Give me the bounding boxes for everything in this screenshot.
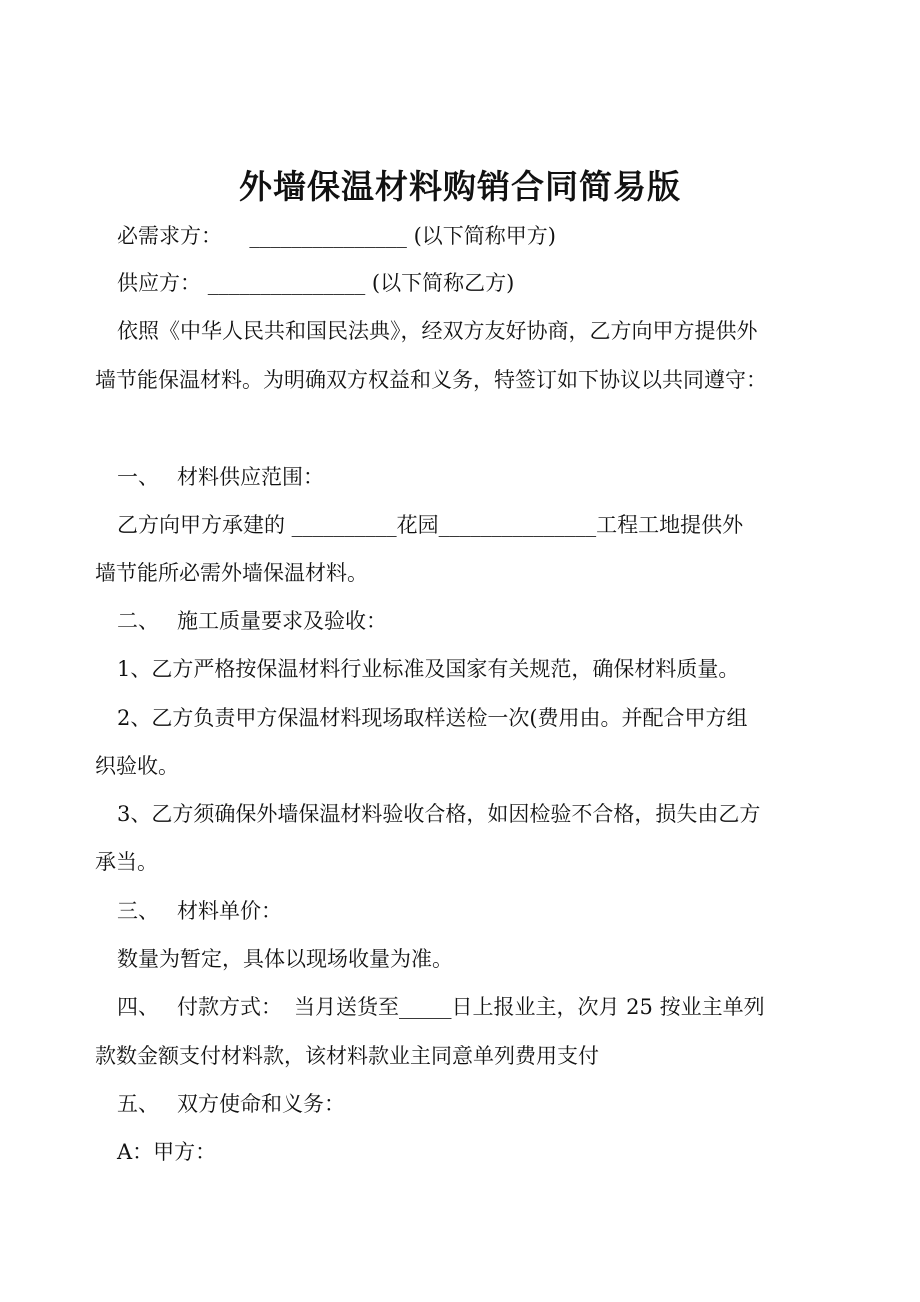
seller-blank: _______________ <box>207 271 366 295</box>
section-2-item-2-line-2: 织验收。 <box>95 754 179 778</box>
section-5-sub-a: A：甲方： <box>117 1140 217 1164</box>
section-5-heading <box>117 1089 830 1119</box>
section-2-item-1: 1、乙方严格按保温材料行业标准及国家有关规范，确保材料质量。 <box>117 657 740 681</box>
section-4-heading <box>117 992 830 1022</box>
section-4-number: 四、 <box>117 995 159 1019</box>
section-3-line-1: 数量为暂定，具体以现场收量为准。 <box>117 947 453 971</box>
section-5-title: 双方使命和义务： <box>177 1092 345 1116</box>
seller-line <box>117 268 830 298</box>
seller-label: 供应方： <box>117 271 201 295</box>
section-2-item-3-line-2: 承当。 <box>95 850 158 874</box>
section-5-number: 五、 <box>117 1092 159 1116</box>
buyer-label: 必需求方： <box>117 224 222 248</box>
section-1-line-1: 乙方向甲方承建的 __________花园_______________工程工地提供外 <box>117 513 744 537</box>
buyer-blank: _______________ <box>249 224 407 248</box>
section-2-heading <box>117 606 830 636</box>
section-2-item-2-line-1: 2、乙方负责甲方保温材料现场取样送检一次(费用由。并配合甲方组 <box>117 706 748 730</box>
section-1-heading <box>117 462 830 492</box>
document-title: 外墙保温材料购销合同简易版 <box>239 167 681 206</box>
section-3-heading <box>117 896 830 926</box>
section-4-line-2: 款数金额支付材料款，该材料款业主同意单列费用支付 <box>95 1044 599 1068</box>
section-1-title: 材料供应范围： <box>177 465 324 489</box>
section-3-number: 三、 <box>117 899 159 923</box>
section-4-title: 付款方式： <box>177 995 282 1019</box>
buyer-line <box>117 221 830 251</box>
section-3-title: 材料单价： <box>177 899 282 923</box>
section-1-number: 一、 <box>117 465 159 489</box>
intro-line-1: 依照《中华人民共和国民法典》，经双方友好协商，乙方向甲方提供外 <box>117 319 758 343</box>
seller-suffix: (以下简称乙方) <box>371 271 515 295</box>
intro-line-2: 墙节能保温材料。为明确双方权益和义务，特签订如下协议以共同遵守： <box>95 368 767 392</box>
section-2-title: 施工质量要求及验收： <box>177 609 387 633</box>
section-1-line-2: 墙节能所必需外墙保温材料。 <box>95 561 368 585</box>
buyer-suffix: (以下简称甲方) <box>413 224 556 248</box>
section-4-line-1: 当月送货至_____日上报业主，次月 25 按业主单列 <box>294 995 765 1019</box>
section-2-item-3-line-1: 3、乙方须确保外墙保温材料验收合格，如因检验不合格，损失由乙方 <box>117 802 761 826</box>
section-2-number: 二、 <box>117 609 159 633</box>
